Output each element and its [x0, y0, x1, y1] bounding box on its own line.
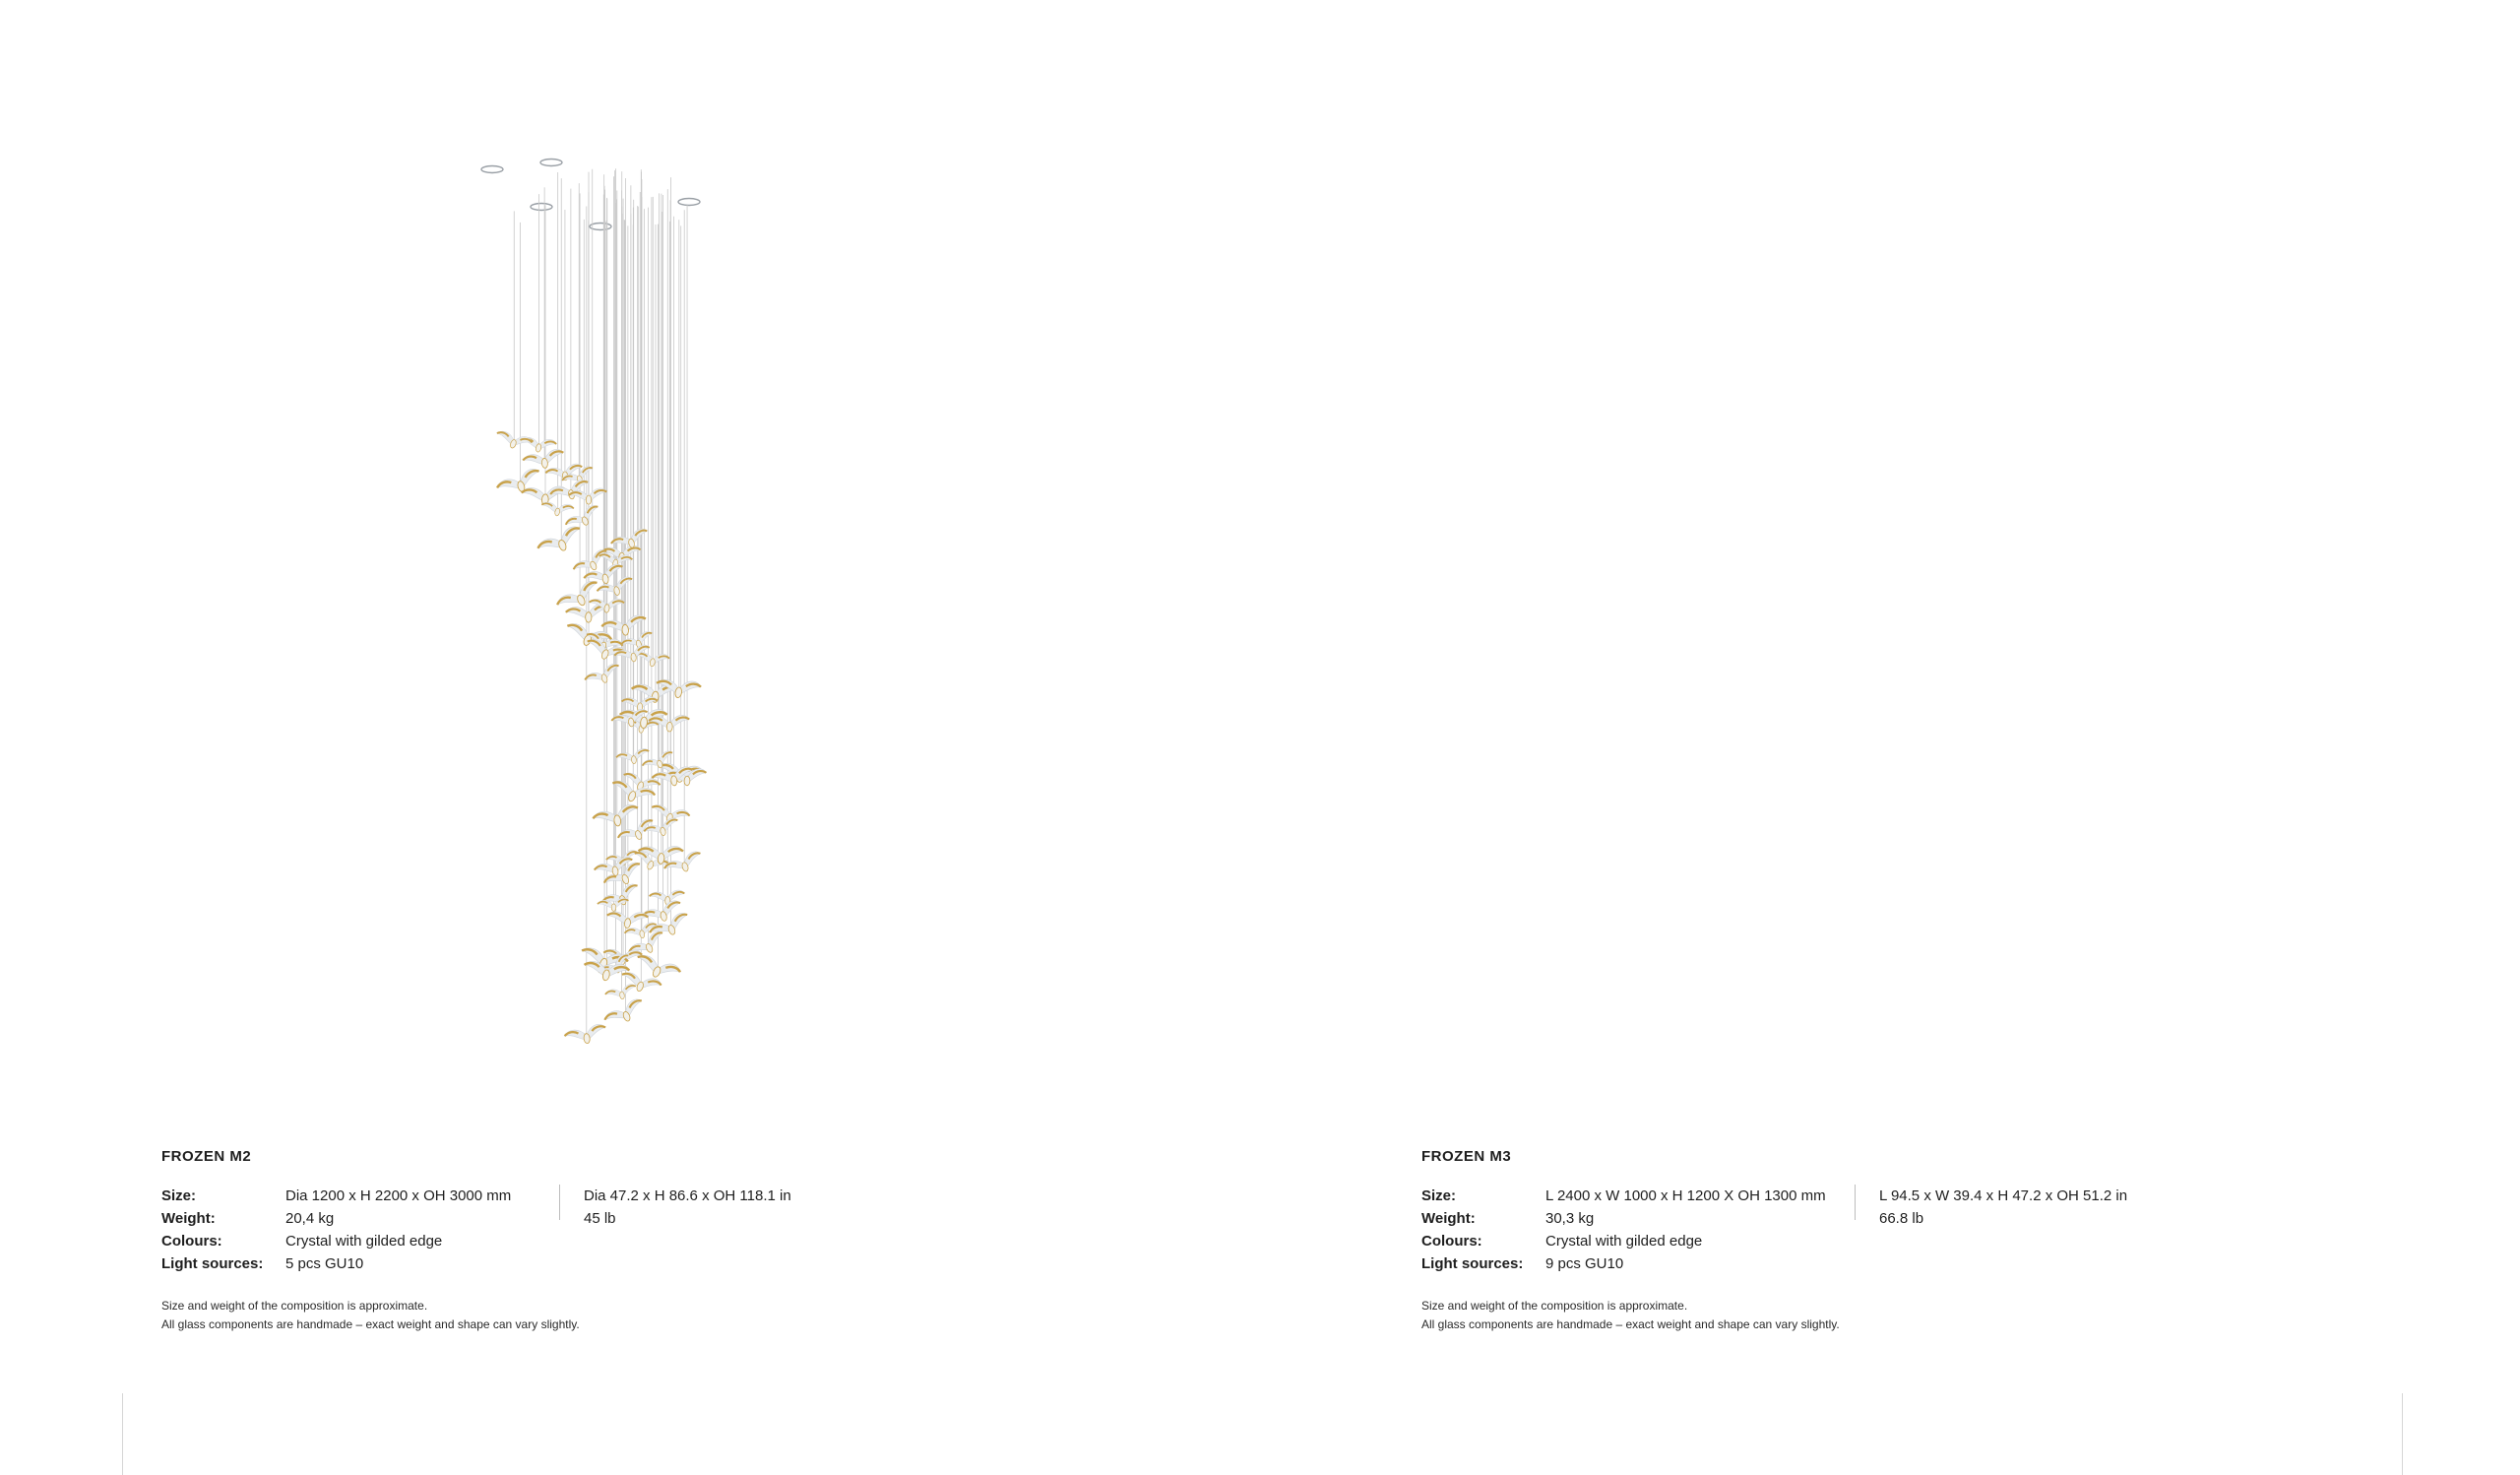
disclaimer-notes [161, 1297, 580, 1334]
imperial-values [1855, 1185, 2128, 1227]
spec-block-m3 [1421, 1148, 2128, 1334]
product-title: FROZEN M2 [161, 1148, 252, 1165]
spec-key: Light sources: [161, 1255, 264, 1272]
ceiling-canopy [481, 166, 503, 173]
spec-key: Colours: [161, 1233, 222, 1250]
spec-value: L 2400 x W 1000 x H 1200 X OH 1300 mm [1545, 1187, 1826, 1204]
spec-value: Dia 1200 x H 2200 x OH 3000 mm [285, 1187, 512, 1204]
crystal-bird [536, 525, 586, 559]
spec-value: Crystal with gilded edge [285, 1233, 443, 1250]
spec-row-size [1421, 1185, 1840, 1207]
page-edge-rule-left [122, 1393, 123, 1475]
spec-row-light-sources [161, 1252, 580, 1275]
note-line: All glass components are handmade – exact weight and shape can vary slightly. [161, 1317, 580, 1331]
spec-row-light-sources [1421, 1252, 1840, 1275]
disclaimer-notes [1421, 1297, 1840, 1334]
spec-value: 5 pcs GU10 [285, 1255, 364, 1272]
spec-value: 20,4 kg [285, 1210, 335, 1227]
ceiling-canopy [540, 160, 562, 166]
spec-row-size [161, 1185, 580, 1207]
imperial-size: L 94.5 x W 39.4 x H 47.2 x OH 51.2 in [1879, 1187, 2128, 1204]
spec-row-colours [1421, 1230, 1840, 1252]
spec-block-m2 [161, 1148, 791, 1334]
crystal-bird [599, 882, 642, 912]
page-edge-rule-right [2402, 1393, 2403, 1475]
spec-row-weight [161, 1207, 580, 1230]
product-frozen-m3 [1260, 0, 2520, 1475]
note-line: Size and weight of the composition is approximate. [161, 1299, 428, 1313]
spec-key: Size: [161, 1187, 197, 1204]
spec-key: Weight: [161, 1210, 216, 1227]
crystal-bird [604, 984, 638, 1002]
imperial-values [559, 1185, 791, 1227]
note-line: Size and weight of the composition is approximate. [1421, 1299, 1688, 1313]
spec-row-colours [161, 1230, 580, 1252]
ceiling-canopy [590, 224, 611, 230]
crystal-bird [564, 1024, 607, 1047]
spec-key: Colours: [1421, 1233, 1482, 1250]
spec-key: Weight: [1421, 1210, 1476, 1227]
ceiling-canopy [678, 199, 700, 206]
spec-value: Crystal with gilded edge [1545, 1233, 1703, 1250]
chandelier-m2-drawing [453, 148, 807, 1113]
crystal-bird [601, 997, 646, 1029]
ceiling-canopy [531, 204, 552, 211]
crystal-bird [583, 663, 622, 688]
spec-key: Light sources: [1421, 1255, 1524, 1272]
spec-value: 9 pcs GU10 [1545, 1255, 1624, 1272]
spec-key: Size: [1421, 1187, 1457, 1204]
chandelier-m2-image [453, 148, 807, 1113]
spec-table [161, 1185, 791, 1275]
imperial-size: Dia 47.2 x H 86.6 x OH 118.1 in [584, 1187, 791, 1204]
spec-value: 30,3 kg [1545, 1210, 1595, 1227]
note-line: All glass components are handmade – exact weight and shape can vary slightly. [1421, 1317, 1840, 1331]
spec-table [1421, 1185, 2128, 1275]
product-title: FROZEN M3 [1421, 1148, 1512, 1165]
spec-row-weight [1421, 1207, 1840, 1230]
crystal-bird [494, 427, 534, 454]
crystal-bird [523, 449, 565, 470]
imperial-weight: 45 lb [584, 1210, 616, 1227]
imperial-weight: 66.8 lb [1879, 1210, 1924, 1227]
